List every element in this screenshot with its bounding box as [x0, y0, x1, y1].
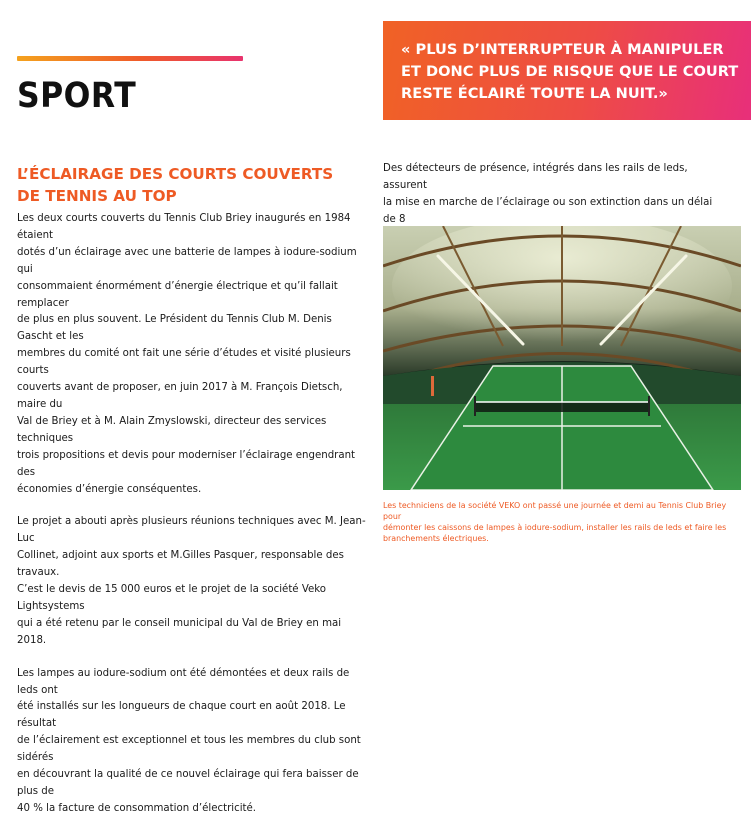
- section-title: SPORT: [17, 76, 137, 116]
- text-line: couverts avant de proposer, en juin 2017 à M. François Dietsch, maire du: [17, 382, 343, 410]
- article-title: [17, 163, 367, 207]
- article-title-line: L’ÉCLAIRAGE DES COURTS COUVERTS: [17, 165, 334, 183]
- text-line: membres du comité ont fait une série d’études et visité plusieurs courts: [17, 348, 351, 377]
- text-line: en découvrant la qualité de ce nouvel éclairage qui fera baisser de plus de: [17, 769, 359, 797]
- text-line: de l’éclairement est exceptionnel et tous les membres du club sont sidérés: [17, 735, 361, 764]
- text-line: de plus en plus souvent. Le Président du Tennis Club M. Denis Gascht et les: [17, 314, 332, 343]
- caption-line: branchements électriques.: [383, 534, 489, 543]
- text-line: Collinet, adjoint aux sports et M.Gilles Pasquer, responsable des travaux.: [17, 550, 344, 579]
- article-paragraph: [17, 514, 370, 649]
- text-line: Les lampes au iodure-sodium ont été démontées et deux rails de leds ont: [17, 667, 350, 696]
- text-line: économies d’énergie conséquentes.: [17, 483, 202, 495]
- text-line: C’est le devis de 15 000 euros et le projet de la société Veko Lightsystems: [17, 584, 327, 612]
- photo-caption: [383, 500, 741, 544]
- article-title-line: DE TENNIS AU TOP: [17, 187, 177, 205]
- text-line: trois propositions et devis pour moderniser l’éclairage engendrant des: [17, 449, 356, 478]
- text-line: Le projet a abouti après plusieurs réunions techniques avec M. Jean-Luc: [17, 516, 366, 545]
- article-paragraph: [17, 211, 370, 498]
- text-line: dotés d’un éclairage avec une batterie de lampes à iodure-sodium qui: [17, 246, 357, 275]
- pull-quote-line: RESTE ÉCLAIRÉ TOUTE LA NUIT.»: [401, 85, 668, 102]
- article-paragraph: [17, 666, 370, 818]
- caption-line: Les techniciens de la société VEKO ont passé une journée et demi au Tennis Club Briey pour: [383, 501, 727, 521]
- pull-quote-box: [383, 21, 751, 120]
- text-line: qui a été retenu par le conseil municipal du Val de Briey en mai 2018.: [17, 617, 342, 646]
- tennis-court-photo: [383, 226, 741, 490]
- text-line: Val de Briey et à M. Alain Zmyslowski, directeur des services techniques: [17, 415, 327, 444]
- text-line: été installés sur les longueurs de chaque court en août 2018. Le résultat: [17, 701, 346, 730]
- text-line: consommaient énormément d’énergie électrique et qu’il fallait remplacer: [17, 280, 338, 309]
- pull-quote-line: ET DONC PLUS DE RISQUE QUE LE COURT: [401, 63, 739, 80]
- article-body: [17, 211, 370, 834]
- pull-quote-line: « PLUS D’INTERRUPTEUR À MANIPULER: [401, 41, 724, 58]
- text-line: Des détecteurs de présence, intégrés dans les rails de leds, assurent: [383, 163, 688, 191]
- text-line: Les deux courts couverts du Tennis Club Briey inaugurés en 1984 étaient: [17, 213, 351, 241]
- caption-line: démonter les caissons de lampes à iodure-sodium, installer les rails de leds et faire les: [383, 523, 727, 532]
- text-line: 40 % la facture de consommation d’électricité.: [17, 802, 257, 814]
- section-accent-bar: [17, 56, 243, 61]
- text-line: la mise en marche de l’éclairage ou son extinction dans un délai de 8: [383, 196, 713, 225]
